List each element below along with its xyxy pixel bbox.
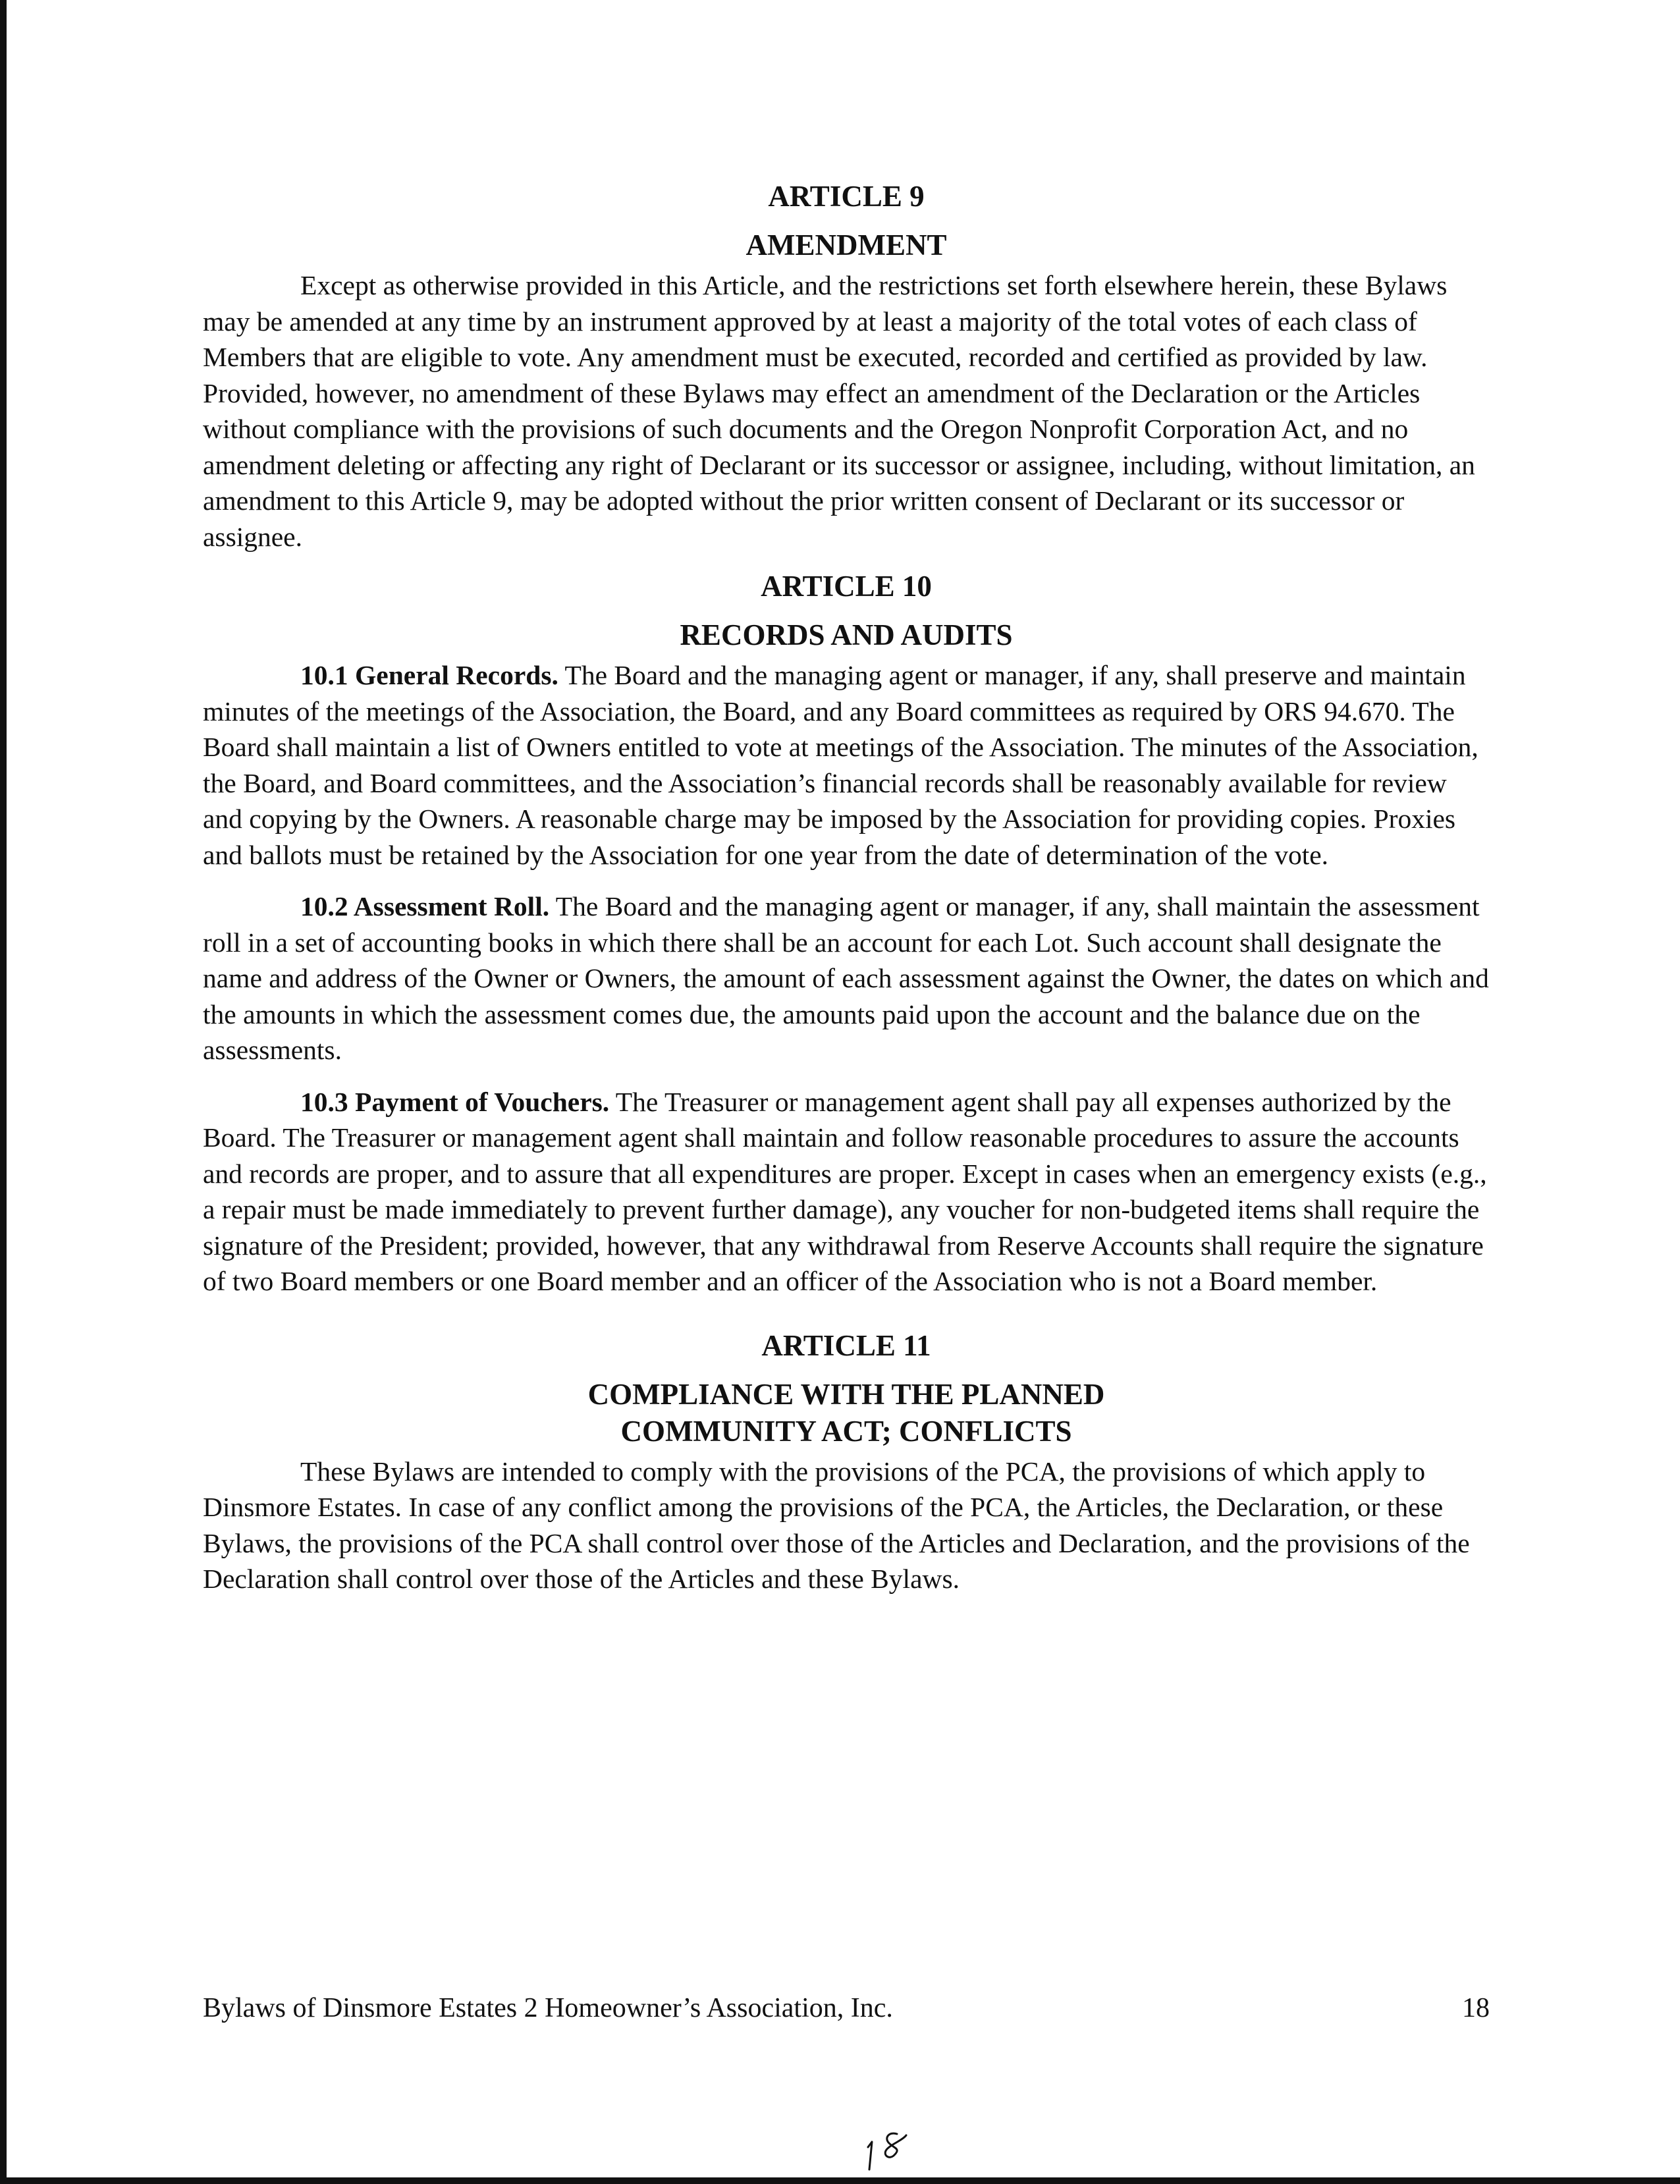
section-10-1-heading: 10.1 General Records. xyxy=(300,660,558,690)
article-9 xyxy=(203,178,1490,555)
page-border-left xyxy=(0,0,7,2184)
section-10-1 xyxy=(203,657,1490,873)
article-11-title-line1: COMPLIANCE WITH THE PLANNED xyxy=(587,1377,1105,1411)
handwritten-digit-8 xyxy=(885,2133,906,2157)
section-10-3-body: The Treasurer or management agent shall pay all expenses authorized by the Board. The Treasurer or management agent shall maintain and follow reasonable procedures to assure the accounts and records are proper, and to assure that all expenditures are proper. Except in cases when an emergency exists (e.g., a repair must be made immediately to prevent further damage), any voucher for non-budgeted items shall require the signature of the President; provided, however, that any withdrawal from Reserve Accounts shall require the signature of two Board members or one Board member and an officer of the Association who is not a Board member. xyxy=(203,1086,1487,1296)
handwritten-page-number xyxy=(863,2129,915,2175)
article-11-title-line2: COMMUNITY ACT; CONFLICTS xyxy=(620,1414,1072,1448)
article-11-label: ARTICLE 11 xyxy=(761,1328,931,1362)
handwritten-digit-1 xyxy=(868,2142,872,2170)
page-border-bottom xyxy=(0,2177,1680,2184)
article-10-label: ARTICLE 10 xyxy=(761,570,932,603)
document-body xyxy=(203,178,1490,1597)
section-10-2-heading: 10.2 Assessment Roll. xyxy=(300,891,550,921)
section-10-2-body: The Board and the managing agent or manager, if any, shall maintain the assessment roll in a set of accounting books in which there shall be an account for each Lot. Such account shall designate the name and address of the Owner or Owners, the amount of each assessment against the Owner, the dates on which and the amounts in which the assessment comes due, the amounts paid upon the account and the balance due on the assessments. xyxy=(203,891,1489,1065)
article-9-label: ARTICLE 9 xyxy=(768,180,925,213)
article-10-title: RECORDS AND AUDITS xyxy=(680,618,1013,651)
article-9-title: AMENDMENT xyxy=(745,229,947,261)
section-10-1-body: The Board and the managing agent or manager, if any, shall preserve and maintain minutes of the meetings of the Association, the Board, and any Board committees as required by ORS 94.670. The Board shall maintain a list of Owners entitled to vote at meetings of the Association. The minutes of the Association, the Board, and Board committees, and the Association’s financial records shall be reasonably available for review and copying by the Owners. A reasonable charge may be imposed by the Association for providing copies. Proxies and ballots must be retained by the Association for one year from the date of determination of the vote. xyxy=(203,660,1478,870)
article-10 xyxy=(203,568,1490,1299)
footer-page-number: 18 xyxy=(1462,1993,1490,2023)
article-11 xyxy=(203,1327,1490,1597)
article-11-body: These Bylaws are intended to comply with the provisions of the PCA, the provisions of which apply to Dinsmore Estates. In case of any conflict among the provisions of the PCA, the Articles, the Declaration, or these Bylaws, the provisions of the PCA shall control over those of the Articles and Declaration, and the provisions of the Declaration shall control over those of the Articles and these Bylaws. xyxy=(203,1456,1470,1594)
section-10-3-heading: 10.3 Payment of Vouchers. xyxy=(300,1086,610,1117)
article-9-body: Except as otherwise provided in this Article, and the restrictions set forth elsewhere herein, these Bylaws may be amended at any time by an instrument approved by at least a majority of the total votes of each class of Members that are eligible to vote. Any amendment must be executed, recorded and certified as provided by law. Provided, however, no amendment of these Bylaws may effect an amendment of the Declaration or the Articles without compliance with the provisions of such documents and the Oregon Nonprofit Corporation Act, and no amendment deleting or affecting any right of Declarant or its successor or assignee, including, without limitation, an amendment to this Article 9, may be adopted without the prior written consent of Declarant or its successor or assignee. xyxy=(203,270,1475,552)
section-10-2 xyxy=(203,888,1490,1068)
section-10-3 xyxy=(203,1084,1490,1299)
footer-title: Bylaws of Dinsmore Estates 2 Homeowner’s Association, Inc. xyxy=(203,1993,893,2023)
